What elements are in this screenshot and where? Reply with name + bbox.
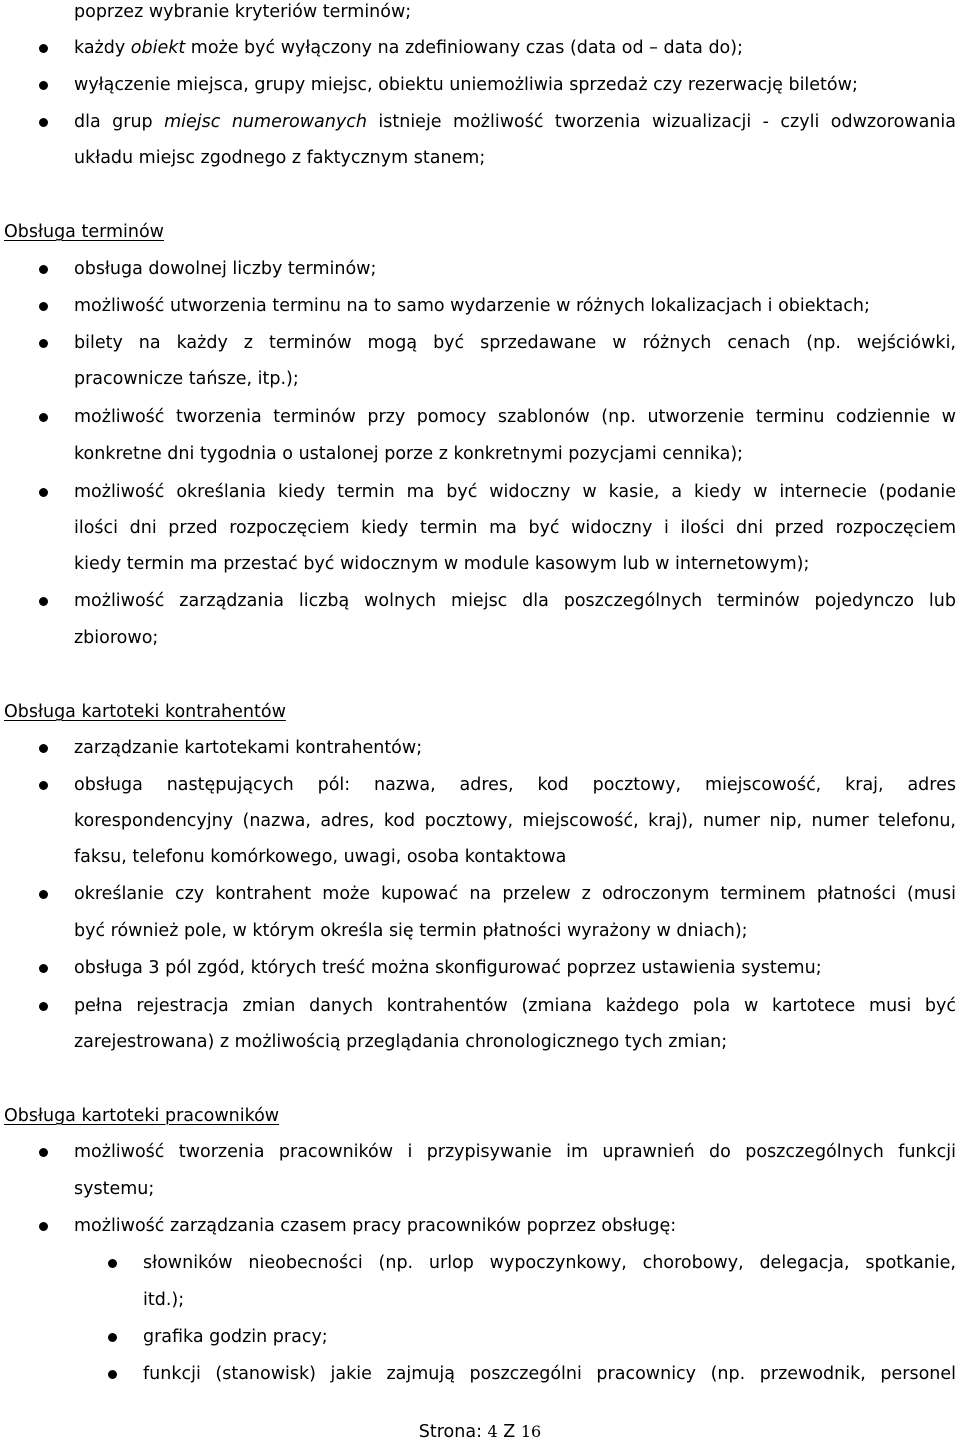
bullet-icon	[39, 44, 48, 53]
bullet-icon	[39, 118, 48, 127]
bullet-icon	[39, 265, 48, 274]
list-item-continuation: korespondencyjny (nazwa, adres, kod pocztowy, miejscowość, kraj), numer nip, numer telefonu,	[74, 811, 956, 831]
sub-list-item: funkcji (stanowisk) jakie zajmują poszczególni pracownicy (np. przewodnik, personel	[143, 1364, 956, 1384]
sub-list-item: słowników nieobecności (np. urlop wypoczynkowy, chorobowy, delegacja, spotkanie,	[143, 1253, 956, 1273]
list-item: obsługa dowolnej liczby terminów;	[74, 259, 377, 279]
section-heading-kontrahenci: Obsługa kartoteki kontrahentów	[4, 702, 286, 722]
list-item: każdy obiekt może być wyłączony na zdefiniowany czas (data od – data do);	[74, 38, 743, 58]
page-number: 4	[487, 1422, 498, 1441]
list-item: możliwość zarządzania czasem pracy pracowników poprzez obsługę:	[74, 1216, 677, 1236]
list-item: określanie czy kontrahent może kupować na przelew z odroczonym terminem płatności (musi	[74, 884, 956, 904]
list-item: pełna rejestracja zmian danych kontrahentów (zmiana każdego pola w kartotece musi być	[74, 996, 956, 1016]
bullet-icon	[108, 1333, 117, 1342]
list-item-continuation: zbiorowo;	[74, 628, 159, 648]
page-label: Strona:	[418, 1422, 488, 1442]
list-item: możliwość tworzenia pracowników i przypisywanie im uprawnień do poszczególnych funkcji	[74, 1142, 956, 1162]
list-item: obsługa 3 pól zgód, których treść można skonfigurować poprzez ustawienia systemu;	[74, 958, 822, 978]
list-item: dla grup miejsc numerowanych istnieje możliwość tworzenia wizualizacji - czyli odwzorowania	[74, 112, 957, 132]
bullet-icon	[39, 81, 48, 90]
list-item-continuation: zarejestrowana) z możliwością przeglądania chronologicznego tych zmian;	[74, 1032, 728, 1052]
bullet-icon	[39, 339, 48, 348]
sub-list-item-continuation: itd.);	[143, 1290, 185, 1310]
list-item: wyłączenie miejsca, grupy miejsc, obiektu uniemożliwia sprzedaż czy rezerwację biletów;	[74, 75, 858, 95]
list-item-continuation: faksu, telefonu komórkowego, uwagi, osoba kontaktowa	[74, 847, 567, 867]
bullet-icon	[39, 964, 48, 973]
sub-list-item: grafika godzin pracy;	[143, 1327, 328, 1347]
bullet-icon	[39, 1148, 48, 1157]
bullet-icon	[39, 597, 48, 606]
list-item-continuation: ilości dni przed rozpoczęciem kiedy termin ma być widoczny i ilości dni przed rozpoczęciem	[74, 518, 956, 538]
list-item-continuation: systemu;	[74, 1179, 155, 1199]
page-footer	[0, 1419, 960, 1445]
bullet-icon	[108, 1259, 117, 1268]
list-item: możliwość określania kiedy termin ma być widoczny w kasie, a kiedy w internecie (podanie	[74, 482, 956, 502]
list-item-continuation: konkretne dni tygodnia o ustalonej porze z konkretnymi pozycjami cennika);	[74, 444, 744, 464]
bullet-icon	[39, 413, 48, 422]
section-heading-pracownicy: Obsługa kartoteki pracowników	[4, 1106, 280, 1126]
bullet-icon	[39, 890, 48, 899]
section-heading-terminy: Obsługa terminów	[4, 222, 164, 242]
list-item-continuation: układu miejsc zgodnego z faktycznym stanem;	[74, 148, 486, 168]
list-item-continuation: kiedy termin ma przestać być widocznym w module kasowym lub w internetowym);	[74, 554, 810, 574]
list-item: zarządzanie kartotekami kontrahentów;	[74, 738, 423, 758]
bullet-icon	[108, 1370, 117, 1379]
bullet-icon	[39, 488, 48, 497]
list-item: bilety na każdy z terminów mogą być sprzedawane w różnych cenach (np. wejściówki,	[74, 333, 956, 353]
bullet-icon	[39, 1002, 48, 1011]
bullet-icon	[39, 781, 48, 790]
bullet-icon	[39, 1222, 48, 1231]
page-total: 16	[520, 1422, 542, 1441]
bullet-icon	[39, 744, 48, 753]
list-item-continuation: być również pole, w którym określa się termin płatności wyrażony w dniach);	[74, 921, 748, 941]
list-item-continuation: pracownicze tańsze, itp.);	[74, 369, 299, 389]
list-item: poprzez wybranie kryteriów terminów;	[74, 2, 412, 22]
list-item: obsługa następujących pól: nazwa, adres, kod pocztowy, miejscowość, kraj, adres	[74, 775, 956, 795]
page-of: Z	[497, 1422, 521, 1442]
list-item: możliwość tworzenia terminów przy pomocy szablonów (np. utworzenie terminu codziennie w	[74, 407, 956, 427]
list-item: możliwość zarządzania liczbą wolnych miejsc dla poszczególnych terminów pojedynczo lub	[74, 591, 956, 611]
list-item: możliwość utworzenia terminu na to samo wydarzenie w różnych lokalizacjach i obiektach;	[74, 296, 870, 316]
bullet-icon	[39, 302, 48, 311]
